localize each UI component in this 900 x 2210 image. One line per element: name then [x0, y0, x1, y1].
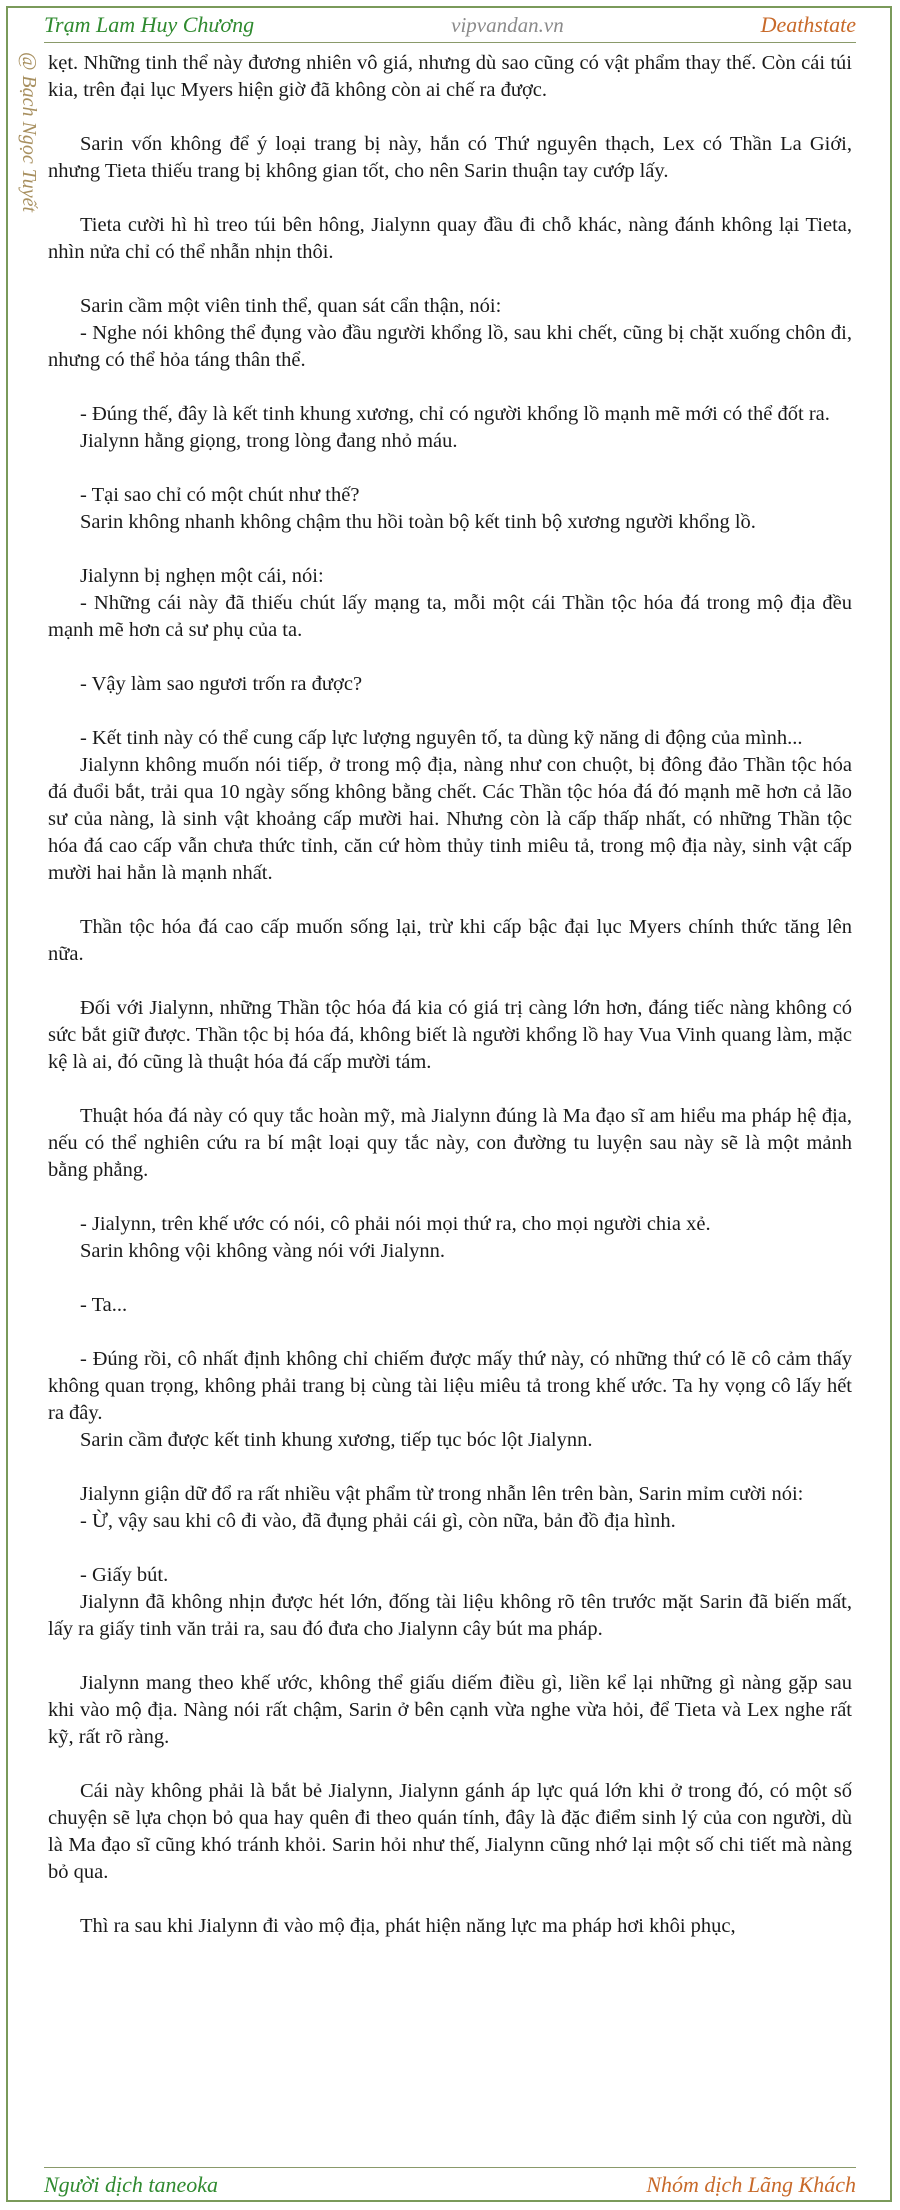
body-paragraph: Sarin vốn không để ý loại trang bị này, hắn có Thứ nguyên thạch, Lex có Thần La Giới, nhưng Tieta thiếu trang bị không gian tốt, cho nên Sarin thuận tay cướp lấy.	[48, 133, 852, 182]
document-body	[48, 50, 852, 2150]
body-paragraph: - Giấy bút.	[80, 1564, 169, 1586]
header-right-title: Deathstate	[760, 12, 856, 37]
body-paragraph: - Ừ, vậy sau khi cô đi vào, đã đụng phải cái gì, còn nữa, bản đồ địa hình.	[80, 1510, 676, 1532]
body-paragraph: Jialynn không muốn nói tiếp, ở trong mộ địa, nàng như con chuột, bị đông đảo Thần tộc hóa đá đuổi bắt, trải qua 10 ngày sống không bằng chết. Các Thần tộc hóa đá đó mạnh mẽ hơn cả lão sư của nàng, là sinh vật khoảng cấp mười hai. Nhưng còn là cấp thấp nhất, có những Thần tộc hóa đá cao cấp vẫn chưa thức tỉnh, căn cứ hòm thủy tinh miêu tả, trong mộ địa này, sinh vật cấp mười hai hẳn là mạnh nhất.	[48, 754, 852, 884]
body-paragraph: - Đúng rồi, cô nhất định không chỉ chiếm được mấy thứ này, có những thứ có lẽ cô cảm thấy không quan trọng, không phải trang bị cùng tài liệu miêu tả trong khế ước. Ta hy vọng cô lấy hết ra đây.	[48, 1348, 852, 1424]
body-paragraph: Jialynn hằng giọng, trong lòng đang nhỏ máu.	[80, 430, 458, 452]
body-paragraph: - Jialynn, trên khế ước có nói, cô phải nói mọi thứ ra, cho mọi người chia xẻ.	[80, 1213, 711, 1235]
body-paragraph: Thuật hóa đá này có quy tắc hoàn mỹ, mà Jialynn đúng là Ma đạo sĩ am hiểu ma pháp hệ địa, nếu có thể nghiên cứu ra bí mật loại quy tắc này, con đường tu luyện sau này sẽ là một mảnh bằng phẳng.	[48, 1105, 852, 1181]
header-left-title: Trạm Lam Huy Chương	[44, 12, 255, 37]
footer-group: Nhóm dịch Lãng Khách	[646, 2172, 856, 2197]
body-paragraph: Jialynn đã không nhịn được hét lớn, đống tài liệu không rõ tên trước mặt Sarin đã biến mất, lấy ra giấy tinh văn trải ra, sau đó đưa cho Jialynn cây bút ma pháp.	[48, 1591, 852, 1640]
body-paragraph: - Kết tinh này có thể cung cấp lực lượng nguyên tố, ta dùng kỹ năng di động của mình...	[80, 727, 803, 749]
body-paragraph: - Tại sao chỉ có một chút như thế?	[80, 484, 360, 506]
body-paragraph: - Vậy làm sao ngươi trốn ra được?	[80, 673, 363, 695]
body-paragraph: Jialynn giận dữ đổ ra rất nhiều vật phẩm từ trong nhẫn lên trên bàn, Sarin mỉm cười nói:	[80, 1483, 804, 1505]
page-header	[44, 8, 856, 43]
body-paragraph: Sarin không nhanh không chậm thu hồi toàn bộ kết tinh bộ xương người khổng lồ.	[80, 511, 756, 533]
body-paragraph: Cái này không phải là bắt bẻ Jialynn, Jialynn gánh áp lực quá lớn khi ở trong đó, có một số chuyện sẽ lựa chọn bỏ qua hay quên đi theo quán tính, đây là đặc điểm sinh lý của con người, dù là Ma đạo sĩ cũng khó tránh khỏi. Sarin hỏi như thế, Jialynn cũng nhớ lại một số chi tiết mà nàng bỏ qua.	[48, 1780, 852, 1883]
body-paragraph: kẹt. Những tinh thể này đương nhiên vô giá, nhưng dù sao cũng có vật phẩm thay thế. Còn cái túi kia, trên đại lục Myers hiện giờ đã không còn ai chế ra được.	[48, 52, 852, 101]
body-paragraph: - Ta...	[80, 1294, 128, 1316]
body-paragraph: - Những cái này đã thiếu chút lấy mạng ta, mỗi một cái Thần tộc hóa đá trong mộ địa đều mạnh mẽ hơn cả sư phụ của ta.	[48, 592, 852, 641]
body-paragraph: Tieta cười hì hì treo túi bên hông, Jialynn quay đầu đi chỗ khác, nàng đánh không lại Tieta, nhìn nửa chỉ có thể nhẫn nhịn thôi.	[48, 214, 852, 263]
body-paragraph: Đối với Jialynn, những Thần tộc hóa đá kia có giá trị càng lớn hơn, đáng tiếc nàng không có sức bắt giữ được. Thần tộc bị hóa đá, không biết là người khổng lồ hay Vua Vinh quang làm, mặc kệ là ai, đó cũng là thuật hóa đá cấp mười tám.	[48, 997, 852, 1073]
footer-translator: Người dịch taneoka	[44, 2172, 219, 2197]
body-paragraph: Sarin không vội không vàng nói với Jialynn.	[80, 1240, 446, 1262]
body-paragraph: Jialynn mang theo khế ước, không thể giấu diếm điều gì, liền kể lại những gì nàng gặp sau khi vào mộ địa. Nàng nói rất chậm, Sarin ở bên cạnh vừa nghe vừa hỏi, để Tieta và Lex nghe rất kỹ, rất rõ ràng.	[48, 1672, 852, 1748]
body-paragraph: - Nghe nói không thể đụng vào đầu người khổng lồ, sau khi chết, cũng bị chặt xuống chôn đi, nhưng có thể hỏa táng thân thể.	[48, 322, 852, 371]
body-paragraph: Sarin cầm một viên tinh thể, quan sát cẩn thận, nói:	[80, 295, 502, 317]
side-watermark: @ Bạch Ngọc Tuyết	[18, 52, 40, 213]
body-paragraph: Thần tộc hóa đá cao cấp muốn sống lại, trừ khi cấp bậc đại lục Myers chính thức tăng lên nữa.	[48, 916, 852, 965]
body-paragraph: Thì ra sau khi Jialynn đi vào mộ địa, phát hiện năng lực ma pháp hơi khôi phục,	[80, 1915, 736, 1937]
body-paragraph: - Đúng thế, đây là kết tinh khung xương, chỉ có người khổng lồ mạnh mẽ mới có thể đốt ra.	[80, 403, 830, 425]
header-site-url: vipvandan.vn	[451, 12, 564, 37]
page-footer	[44, 2167, 856, 2202]
body-paragraph: Jialynn bị nghẹn một cái, nói:	[80, 565, 324, 587]
body-paragraph: Sarin cầm được kết tinh khung xương, tiếp tục bóc lột Jialynn.	[80, 1429, 593, 1451]
